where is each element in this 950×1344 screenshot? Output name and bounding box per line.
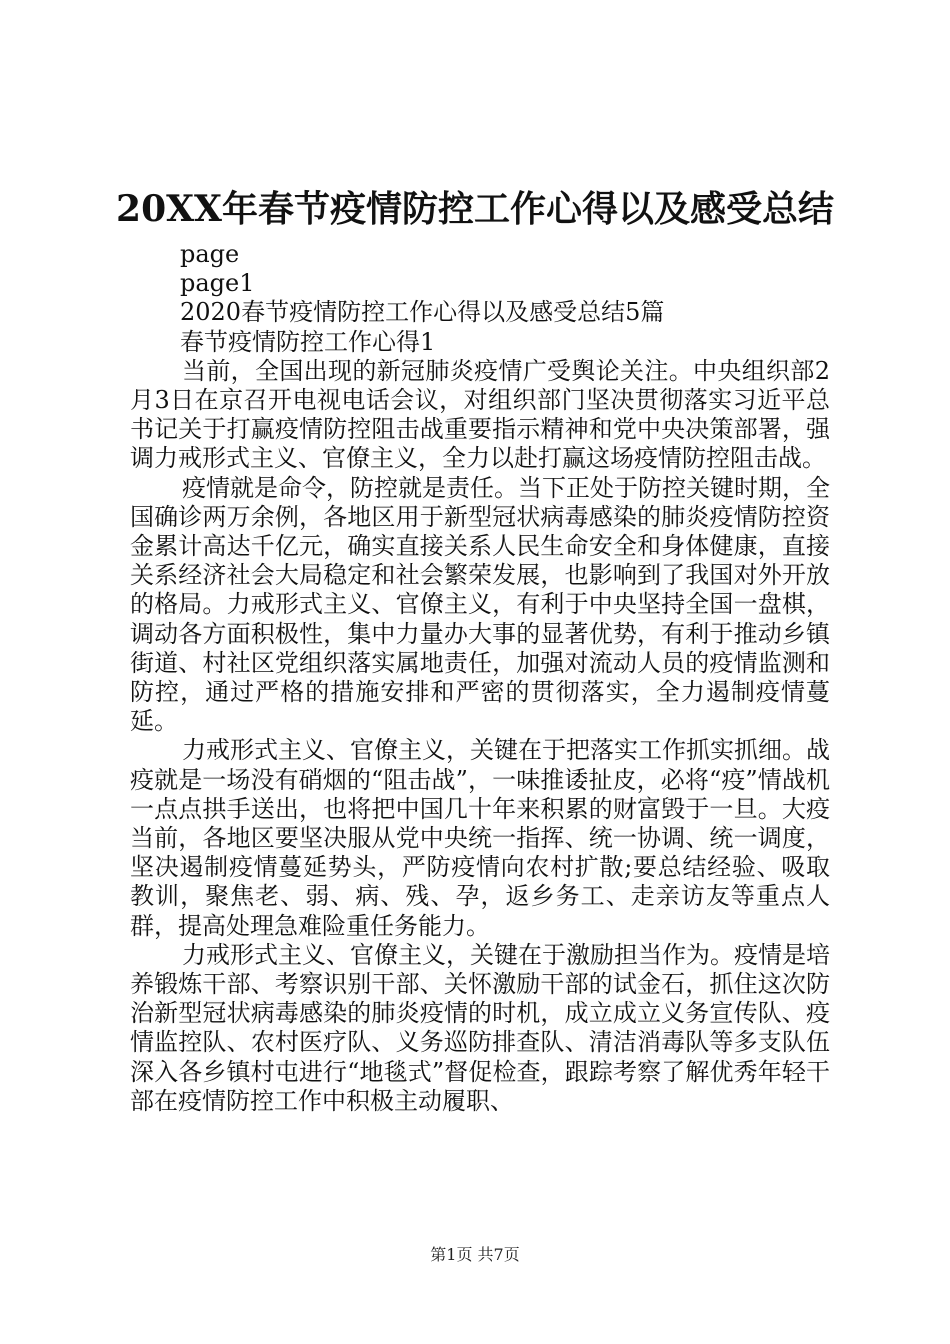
- paragraph: 疫情就是命令，防控就是责任。当下正处于防控关键时期，全国确诊两万余例，各地区用于新型冠状病毒感染的肺炎疫情防控资金累计高达千亿元，确实直接关系人民生命安全和身体健康，直接关系经济社会大局稳定和社会繁荣发展，也影响到了我国对外开放的格局。力戒形式主义、官僚主义，有利于中央坚持全国一盘棋，调动各方面积极性，集中力量办大事的显著优势，有利于推动乡镇街道、村社区党组织落实属地责任，加强对流动人员的疫情监测和防控，通过严格的措施安排和严密的贯彻落实，全力遏制疫情蔓延。: [130, 473, 830, 736]
- header-line: page1: [180, 269, 255, 298]
- header-line: page: [180, 240, 240, 268]
- paragraph: 力戒形式主义、官僚主义，关键在于激励担当作为。疫情是培养锻炼干部、考察识别干部、关怀激励干部的试金石，抓住这次防治新型冠状病毒感染的肺炎疫情的时机，成立成立义务宣传队、疫情监控队、农村医疗队、义务巡防排查队、清洁消毒队等多支队伍深入各乡镇村屯进行“地毯式”督促检查，跟踪考察了解优秀年轻干部在疫情防控工作中积极主动履职、: [130, 940, 830, 1115]
- document-body: [130, 240, 830, 1116]
- paragraph: 力戒形式主义、官僚主义，关键在于把落实工作抓实抓细。战疫就是一场没有硝烟的“阻击战”，一味推诿扯皮，必将“疫”情战机一点点拱手送出，也将把中国几十年来积累的财富毁于一旦。大疫当前，各地区要坚决服从党中央统一指挥、统一协调、统一调度，坚决遏制疫情蔓延势头，严防疫情向农村扩散;要总结经验、吸取教训，聚焦老、弱、病、残、孕，返乡务工、走亲访友等重点人群，提高处理急难险重任务能力。: [130, 736, 830, 940]
- paragraph: 当前，全国出现的新冠肺炎疫情广受舆论关注。中央组织部2月3日在京召开电视电话会议，对组织部门坚决贯彻落实习近平总书记关于打赢疫情防控阻击战重要指示精神和党中央决策部署，强调力戒形式主义、官僚主义，全力以赴打赢这场疫情防控阻击战。: [130, 356, 830, 473]
- page-footer: 第1页 共7页: [430, 1245, 520, 1264]
- header-line: 2020春节疫情防控工作心得以及感受总结5篇: [180, 298, 665, 327]
- document-title: 20XX年春节疫情防控工作心得以及感受总结: [116, 188, 834, 230]
- section-heading: 春节疫情防控工作心得1: [180, 327, 436, 356]
